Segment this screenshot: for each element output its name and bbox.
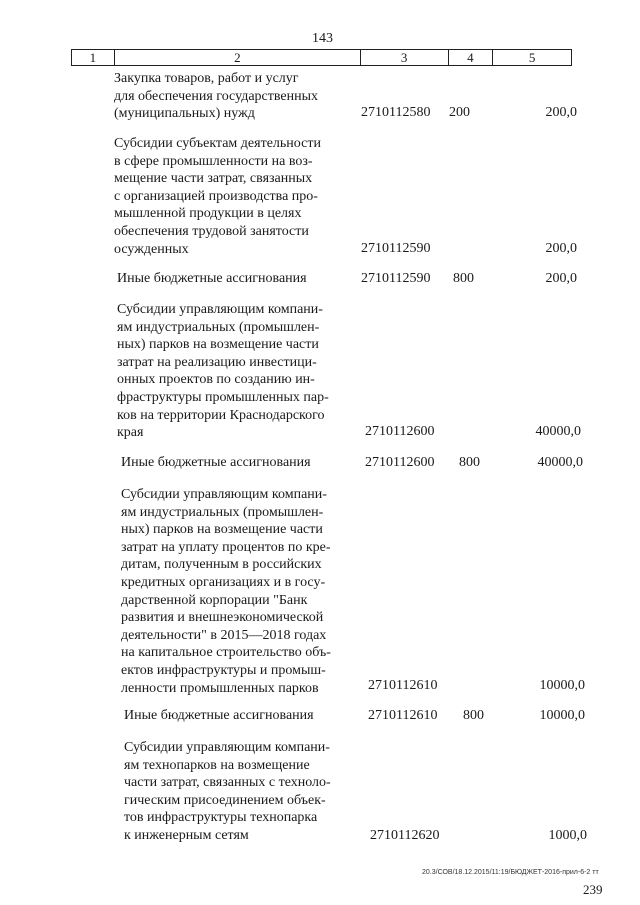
table-row	[0, 707, 640, 725]
row-amount: 200,0	[545, 105, 577, 121]
row-amount: 40000,0	[537, 455, 583, 471]
table-row	[0, 270, 640, 288]
header-col-3: 3	[361, 50, 449, 65]
page-number-top: 143	[312, 31, 333, 46]
row-type: 800	[453, 271, 474, 287]
row-type: 800	[459, 455, 480, 471]
row-description: Иные бюджетные ассигнования	[117, 271, 307, 286]
row-description: Иные бюджетные ассигнования	[124, 708, 314, 723]
header-col-1: 1	[72, 50, 115, 65]
row-amount: 40000,0	[535, 424, 581, 440]
row-type: 200	[449, 105, 470, 121]
row-amount: 1000,0	[548, 828, 587, 844]
document-footer-code: 20.3/СОВ/18.12.2015/11:19/БЮДЖЕТ-2016-прил-6-2 тт	[422, 869, 599, 876]
row-description: Субсидии управляющим компани- ям технопарков на возмещение части затрат, связанных с техноло- гическим присоединением объек- тов инфраструктуры технопарка к инженерным сетям	[124, 740, 331, 843]
row-code: 2710112600	[365, 455, 435, 471]
row-amount: 200,0	[545, 271, 577, 287]
row-description: Иные бюджетные ассигнования	[121, 455, 311, 470]
row-amount: 10000,0	[539, 708, 585, 724]
table-header	[71, 49, 572, 66]
row-description: Субсидии управляющим компани- ям индустриальных (промышлен- ных) парков на возмещение части затрат на уплату процентов по кре- дитам, полученным в российских кредитных организациях и в госу- дарственной корпорации "Банк развития и внешнеэкономической деятельности" в 2015—2018 годах на капитальное строительство объ- ектов инфраструктуры и промыш- ленности промышленных парков	[121, 487, 331, 696]
page-number-bottom: 239	[583, 882, 603, 897]
row-amount: 10000,0	[539, 678, 585, 694]
header-col-2: 2	[115, 50, 361, 65]
row-code: 2710112610	[368, 678, 438, 694]
table-row	[0, 301, 640, 441]
row-description: Субсидии субъектам деятельности в сфере промышленности на воз- мещение части затрат, связанных с организацией производства про- мышленной продукции в целях обеспечения трудовой занятости осужденных	[114, 136, 321, 257]
row-amount: 200,0	[545, 241, 577, 257]
row-code: 2710112590	[361, 271, 431, 287]
header-col-5: 5	[528, 49, 536, 65]
header-col-4: 4	[449, 50, 494, 65]
row-description: Закупка товаров, работ и услуг для обеспечения государственных (муниципальных) нужд	[114, 71, 318, 122]
row-description: Субсидии управляющим компани- ям индустриальных (промышлен- ных) парков на возмещение части затрат на реализацию инвестици- онных проектов по созданию ин- фраструктуры промышленных пар- ков на территории Краснодарского края	[117, 302, 329, 441]
row-code: 2710112590	[361, 241, 431, 257]
table-row	[0, 739, 640, 845]
row-code: 2710112600	[365, 424, 435, 440]
row-code: 2710112610	[368, 708, 438, 724]
table-row	[0, 70, 640, 122]
row-code: 2710112580	[361, 105, 431, 121]
row-type: 800	[463, 708, 484, 724]
table-row	[0, 454, 640, 472]
table-row	[0, 486, 640, 695]
table-row	[0, 135, 640, 258]
row-code: 2710112620	[370, 828, 440, 844]
